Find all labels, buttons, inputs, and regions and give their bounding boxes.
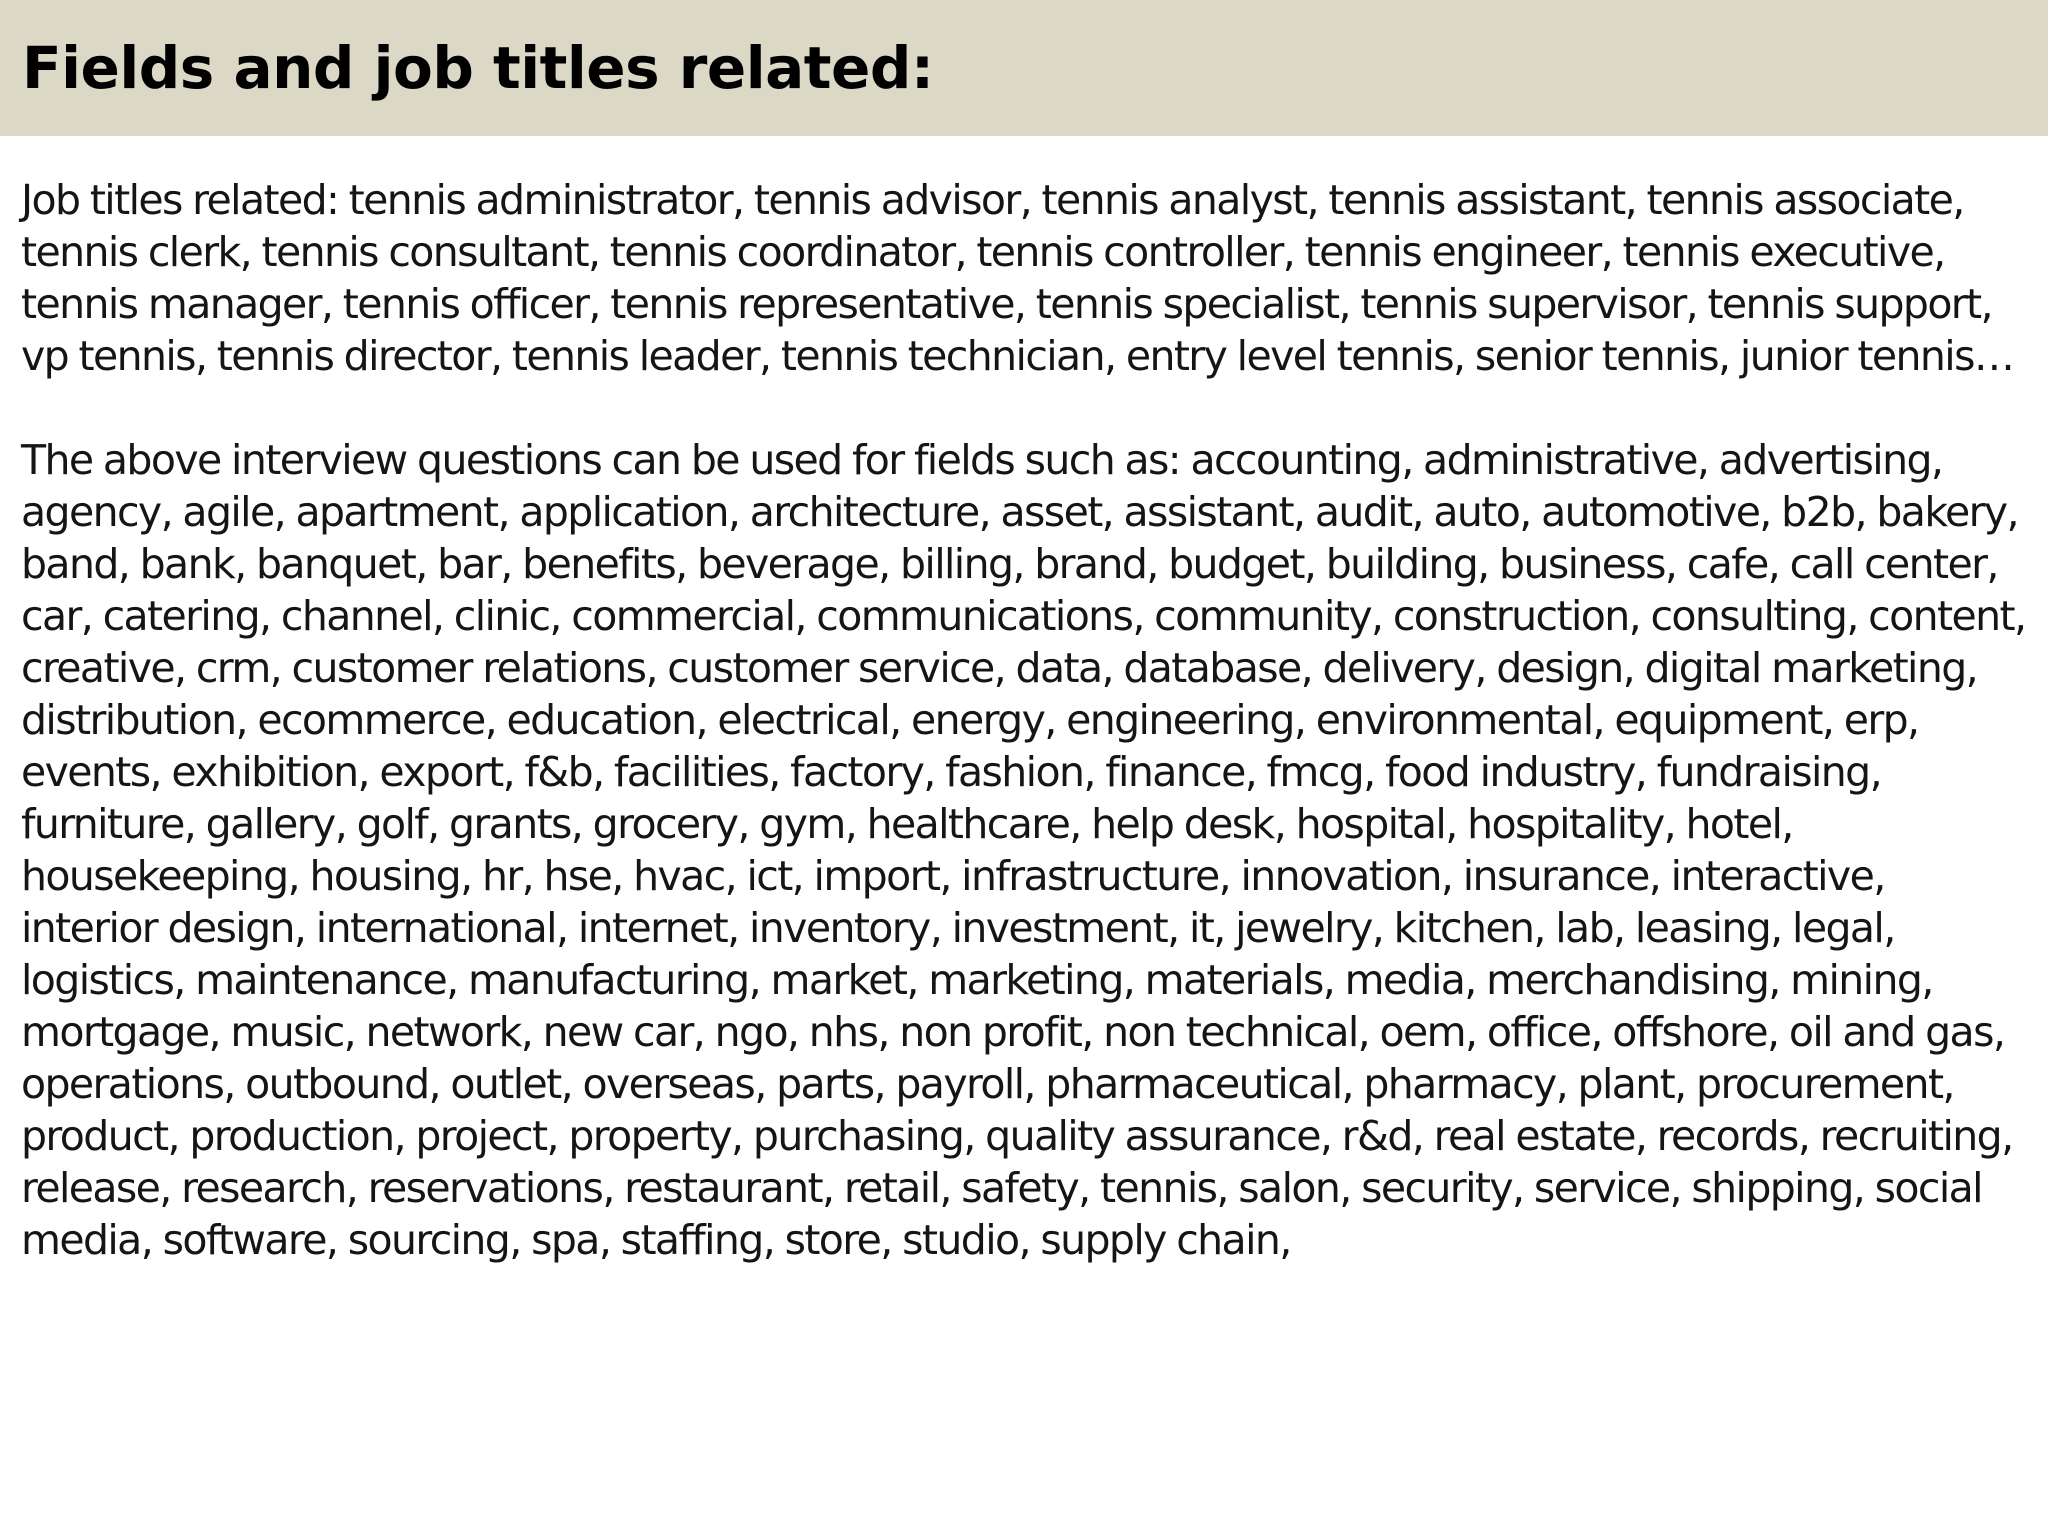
slide-body (21, 174, 2031, 1266)
title-bar (0, 0, 2048, 136)
fields-paragraph: The above interview questions can be used for fields such as: accounting, administrative, advertising, agency, agile, apartment, application, architecture, asset, assistant, audit, auto, automotive, b2b, bakery, band, bank, banquet, bar, benefits, beverage, billing, brand, budget, building, business, cafe, call center, car, catering, channel, clinic, commercial, communications, community, construction, consulting, content, creative, crm, customer relations, customer service, data, database, delivery, design, digital marketing, distribution, ecommerce, education, electrical, energy, engineering, environmental, equipment, erp, events, exhibition, export, f&b, facilities, factory, fashion, finance, fmcg, food industry, fundraising, furniture, gallery, golf, grants, grocery, gym, healthcare, help desk, hospital, hospitality, hotel, housekeeping, housing, hr, hse, hvac, ict, import, infrastructure, innovation, insurance, interactive, interior design, international, internet, inventory, investment, it, jewelry, kitchen, lab, leasing, legal, logistics, maintenance, manufacturing, market, marketing, materials, media, merchandising, mining, mortgage, music, network, new car, ngo, nhs, non profit, non technical, oem, office, offshore, oil and gas, operations, outbound, outlet, overseas, parts, payroll, pharmaceutical, pharmacy, plant, procurement, product, production, project, property, purchasing, quality assurance, r&d, real estate, records, recruiting, release, research, reservations, restaurant, retail, safety, tennis, salon, security, service, shipping, social media, software, sourcing, spa, staffing, store, studio, supply chain, (21, 436, 2026, 1264)
slide-title: Fields and job titles related: (22, 34, 934, 102)
job-titles-paragraph: Job titles related: tennis administrator, tennis advisor, tennis analyst, tennis assistant, tennis associate, tennis clerk, tennis consultant, tennis coordinator, tennis controller, tennis engineer, tennis executive, tennis manager, tennis officer, tennis representative, tennis specialist, tennis supervisor, tennis support, vp tennis, tennis director, tennis leader, tennis technician, entry level tennis, senior tennis, junior tennis… (21, 176, 2014, 380)
paragraph-spacer (21, 382, 2031, 434)
